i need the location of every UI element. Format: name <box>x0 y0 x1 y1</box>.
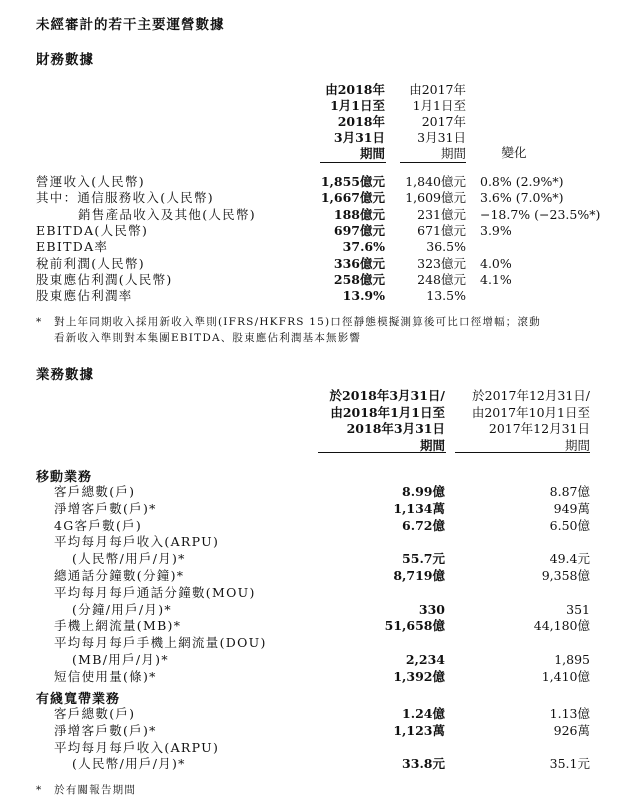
mobile-row-current: 55.7元 <box>402 551 445 567</box>
financial-row-prior: 671億元 <box>417 222 466 238</box>
business-header-prior-line: 期間 <box>564 437 590 453</box>
financial-header-prior-line: 2017年 <box>421 114 466 129</box>
mobile-row-prior: 49.4元 <box>549 551 590 567</box>
financial-heading: 財務數據 <box>36 52 94 68</box>
financial-header-current-line: 期間 <box>359 146 385 161</box>
mobile-row-label: 平均每月每戶收入(ARPU) <box>54 534 220 550</box>
broadband-row-current: 33.8元 <box>402 756 445 772</box>
business-header-prior-line: 於2017年12月31日/ <box>472 388 590 403</box>
financial-row-prior: 1,840億元 <box>405 174 466 189</box>
mobile-row-label: 手機上網流量(MB)* <box>54 618 182 634</box>
financial-row-change: −18.7% (−23.5%*) <box>480 206 601 222</box>
financial-row-current: 1,667億元 <box>320 190 385 206</box>
mobile-row-label: 總通話分鐘數(分鐘)* <box>54 568 185 583</box>
mobile-row-current: 330 <box>418 601 445 617</box>
broadband-row-prior: 35.1元 <box>549 756 590 772</box>
financial-row-prior: 248億元 <box>417 271 466 287</box>
financial-row-change: 3.6% (7.0%*) <box>480 190 564 206</box>
mobile-row-label: 短信使用量(條)* <box>54 668 157 684</box>
mobile-row-label: 4G客戶數(戶) <box>54 517 143 533</box>
broadband-row-label: 淨增客戶數(戶)* <box>54 722 157 738</box>
financial-row-label: EBITDA率 <box>36 239 109 255</box>
financial-row-current: 336億元 <box>333 255 385 271</box>
financial-row-current: 188億元 <box>333 206 385 222</box>
financial-row-current: 37.6% <box>342 239 385 255</box>
business-header-current-line: 2018年3月31日 <box>346 421 445 436</box>
mobile-row-prior: 949萬 <box>553 500 590 516</box>
financial-row-label: 股東應佔利潤(人民幣) <box>36 271 173 287</box>
mobile-row-label: 淨增客戶數(戶)* <box>54 500 157 516</box>
financial-header-change: 變化 <box>501 145 527 160</box>
page-title: 未經審計的若干主要運營數據 <box>36 17 225 33</box>
business-header-current-line: 於2018年3月31日/ <box>329 388 445 403</box>
business-header-prior-line: 由2017年10月1日至 <box>471 404 590 420</box>
financial-header-current-line: 1月1日至 <box>330 98 385 113</box>
business-header-current-line: 期間 <box>419 437 445 453</box>
business-footnote: * 於有關報告期間 <box>36 784 137 796</box>
broadband-row-label: 平均每月每戶收入(ARPU) <box>54 739 220 755</box>
broadband-row-prior: 1.13億 <box>549 706 590 721</box>
mobile-row-label: 客戶總數(戶) <box>54 484 136 499</box>
broadband-row-prior: 926萬 <box>553 722 590 738</box>
financial-row-prior: 231億元 <box>417 206 466 222</box>
mobile-row-prior: 44,180億 <box>533 618 590 634</box>
financial-row-change: 3.9% <box>480 222 512 238</box>
financial-header-prior-line: 由2017年 <box>409 82 466 97</box>
mobile-section-title: 移動業務 <box>36 470 93 485</box>
financial-row-label: 稅前利潤(人民幣) <box>36 255 145 271</box>
financial-header-prior-line: 3月31日 <box>417 130 466 145</box>
mobile-row-label: (分鐘/用戶/月)* <box>72 601 172 617</box>
financial-row-change: 0.8% (2.9%*) <box>480 174 564 189</box>
financial-footnote-line-1: * 對上年同期收入採用新收入準則(IFRS/HKFRS 15)口徑靜態模擬測算後可比口徑增幅；滾動 <box>36 316 541 328</box>
mobile-row-label: (人民幣/用戶/月)* <box>72 551 186 567</box>
financial-row-label: EBITDA(人民幣) <box>36 222 149 238</box>
business-header-underline-current <box>318 452 446 453</box>
mobile-row-prior: 9,358億 <box>541 568 590 583</box>
financial-header-current-line: 2018年 <box>337 114 385 129</box>
financial-header-current-line: 由2018年 <box>325 82 385 97</box>
financial-row-prior: 1,609億元 <box>405 190 466 206</box>
broadband-row-label: (人民幣/用戶/月)* <box>72 756 186 772</box>
broadband-row-current: 1,123萬 <box>393 722 445 738</box>
mobile-row-label: 平均每月每戶手機上網流量(DOU) <box>54 635 267 651</box>
mobile-row-current: 2,234 <box>405 652 445 667</box>
financial-row-change: 4.0% <box>480 255 512 271</box>
mobile-row-current: 51,658億 <box>384 618 445 634</box>
financial-header-underline-prior <box>400 162 466 163</box>
broadband-row-current: 1.24億 <box>402 706 445 721</box>
financial-row-current: 1,855億元 <box>320 174 385 189</box>
mobile-row-current: 8.99億 <box>402 484 445 499</box>
mobile-row-current: 8,719億 <box>393 568 445 583</box>
mobile-row-label: (MB/用戶/月)* <box>72 652 169 667</box>
mobile-row-prior: 6.50億 <box>549 517 590 533</box>
financial-row-label: 銷售產品收入及其他(人民幣) <box>78 206 256 222</box>
broadband-row-label: 客戶總數(戶) <box>54 706 136 721</box>
financial-row-current: 13.9% <box>342 288 385 304</box>
business-header-current-line: 由2018年1月1日至 <box>330 404 445 420</box>
mobile-row-prior: 1,410億 <box>541 668 590 684</box>
business-heading: 業務數據 <box>36 367 94 383</box>
mobile-row-current: 1,392億 <box>393 668 445 684</box>
financial-row-change: 4.1% <box>480 271 512 287</box>
financial-footnote-line-2: 看新收入準則對本集團EBITDA、股東應佔利潤基本無影響 <box>54 332 362 344</box>
financial-row-label: 營運收入(人民幣) <box>36 174 145 189</box>
financial-header-underline-current <box>320 162 386 163</box>
financial-header-current-line: 3月31日 <box>333 130 385 145</box>
financial-row-prior: 323億元 <box>417 255 466 271</box>
financial-header-prior-line: 1月1日至 <box>412 98 466 113</box>
financial-row-current: 697億元 <box>333 222 385 238</box>
financial-row-label: 其中：通信服務收入(人民幣) <box>36 190 214 206</box>
broadband-section-title: 有綫寬帶業務 <box>36 692 121 707</box>
financial-header-prior-line: 期間 <box>440 146 466 161</box>
financial-row-prior: 36.5% <box>426 239 466 255</box>
mobile-row-prior: 351 <box>566 601 590 617</box>
financial-row-current: 258億元 <box>333 271 385 287</box>
mobile-row-prior: 8.87億 <box>549 484 590 499</box>
mobile-row-current: 1,134萬 <box>393 500 445 516</box>
business-header-underline-prior <box>455 452 590 453</box>
mobile-row-current: 6.72億 <box>402 517 445 533</box>
mobile-row-prior: 1,895 <box>554 652 590 667</box>
business-header-prior-line: 2017年12月31日 <box>488 421 590 436</box>
mobile-row-label: 平均每月每戶通話分鐘數(MOU) <box>54 584 256 600</box>
financial-row-label: 股東應佔利潤率 <box>36 288 133 304</box>
financial-row-prior: 13.5% <box>426 288 466 304</box>
